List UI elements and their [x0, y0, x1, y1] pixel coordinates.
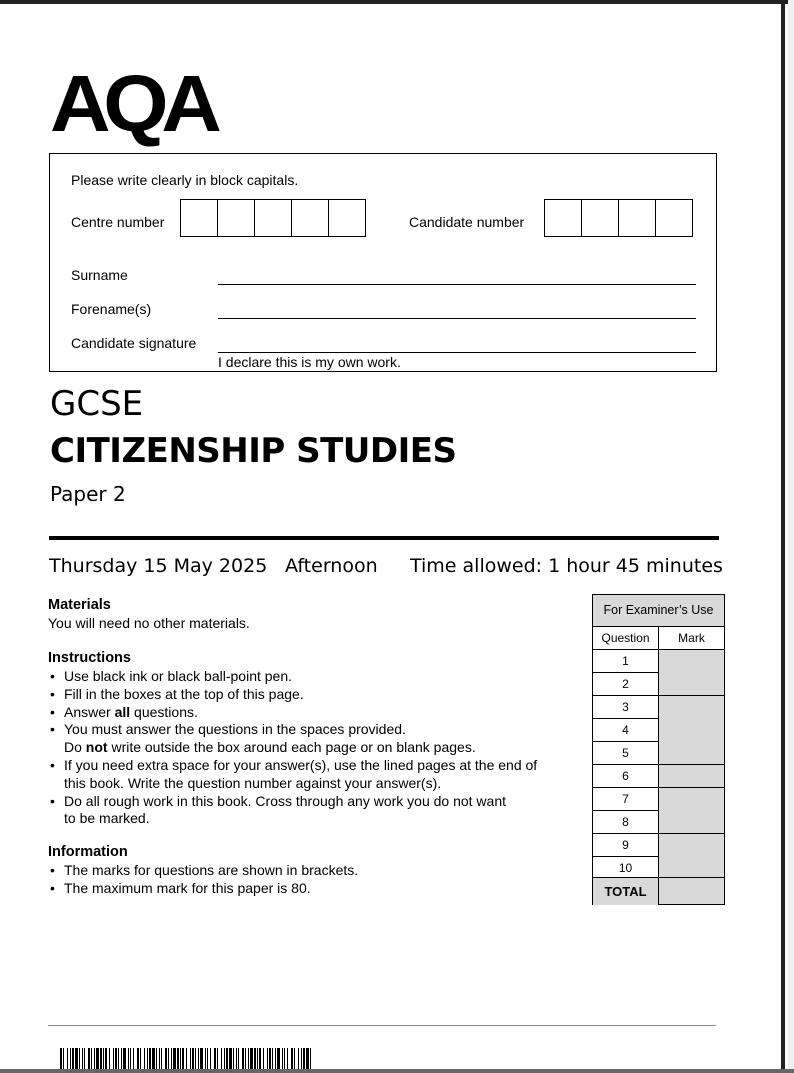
mark-cell[interactable] — [659, 764, 724, 765]
barcode-bar — [168, 1048, 169, 1069]
candidate-digit-box[interactable] — [655, 199, 693, 237]
barcode-bar — [301, 1048, 302, 1069]
mark-cell[interactable] — [659, 695, 724, 696]
footer-rule — [48, 1025, 716, 1026]
barcode-bar — [287, 1048, 288, 1069]
centre-number-boxes[interactable] — [181, 199, 366, 237]
barcode-bar — [60, 1048, 62, 1069]
question-cell: 1 — [593, 649, 659, 672]
centre-digit-box[interactable] — [180, 199, 218, 237]
subject-title: CITIZENSHIP STUDIES — [50, 431, 457, 471]
barcode-bar — [257, 1048, 258, 1069]
candidate-digit-box[interactable] — [581, 199, 619, 237]
list-item: • Answer all questions. — [48, 704, 537, 722]
list-item: • Fill in the boxes at the top of this page. — [48, 686, 537, 704]
barcode-bar — [221, 1048, 222, 1069]
page-bottom-border — [0, 1069, 794, 1073]
barcode-bar — [156, 1048, 157, 1069]
barcode-bar — [100, 1048, 102, 1069]
mark-cell[interactable] — [659, 833, 724, 834]
barcode-bar — [236, 1048, 237, 1069]
barcode-bar — [72, 1048, 74, 1069]
barcode-bar — [70, 1048, 71, 1069]
barcode-bar — [224, 1048, 225, 1069]
barcode-bar — [113, 1048, 114, 1069]
barcode-bar — [79, 1048, 80, 1069]
mark-cell[interactable] — [659, 649, 724, 650]
barcode-bar — [310, 1048, 311, 1069]
barcode-bar — [242, 1048, 244, 1069]
barcode-bar — [159, 1048, 160, 1069]
title-rule — [49, 536, 719, 540]
instructions-list — [48, 668, 537, 828]
barcode-bar — [282, 1048, 283, 1069]
barcode-bar — [298, 1048, 299, 1069]
barcode-bar — [75, 1048, 78, 1069]
mark-column-header: Mark — [659, 627, 724, 649]
signature-line[interactable] — [218, 352, 696, 353]
barcode-bar — [200, 1048, 203, 1069]
barcode-bar — [123, 1048, 126, 1069]
list-item: • If you need extra space for your answer(s), use the lined pages at the end of this book. Write the question number against your answer(s). — [48, 757, 537, 793]
barcode-bar — [254, 1048, 256, 1069]
information-list — [48, 862, 358, 898]
barcode-bar — [294, 1048, 295, 1069]
forename-label: Forename(s) — [71, 301, 152, 317]
barcode-bar — [91, 1048, 92, 1069]
barcode-bar — [263, 1048, 264, 1069]
barcode-bar — [63, 1048, 64, 1069]
block-capitals-instruction: Please write clearly in block capitals. — [71, 172, 299, 188]
barcode-bar — [130, 1048, 131, 1069]
barcode-bar — [105, 1048, 107, 1069]
question-cell: 8 — [593, 810, 659, 833]
barcode-bar — [272, 1048, 273, 1069]
barcode-bar — [214, 1048, 216, 1069]
barcode-bar — [259, 1048, 261, 1069]
barcode-bar — [267, 1048, 268, 1069]
centre-digit-box[interactable] — [217, 199, 255, 237]
question-cell: 2 — [593, 672, 659, 695]
examiners-use-table — [592, 594, 725, 905]
question-cell: 10 — [593, 856, 659, 879]
exam-session: Afternoon — [285, 555, 378, 577]
barcode-bar — [245, 1048, 246, 1069]
barcode-bar — [303, 1048, 305, 1069]
barcode-bar — [147, 1048, 148, 1069]
declaration-text: I declare this is my own work. — [218, 354, 401, 370]
barcode-bar — [207, 1048, 208, 1069]
question-column-header: Question — [593, 627, 659, 649]
barcode-bar — [115, 1048, 117, 1069]
barcode-bar — [198, 1048, 199, 1069]
materials-text: You will need no other materials. — [48, 615, 250, 631]
question-cell: 3 — [593, 695, 659, 718]
question-cell: 6 — [593, 764, 659, 787]
barcode-bar — [171, 1048, 172, 1069]
forename-line[interactable] — [218, 318, 696, 319]
question-cell: 7 — [593, 787, 659, 810]
barcode-bar — [103, 1048, 104, 1069]
centre-number-label: Centre number — [71, 214, 165, 230]
information-heading: Information — [48, 844, 128, 860]
centre-digit-box[interactable] — [328, 199, 366, 237]
barcode-bar — [96, 1048, 99, 1069]
barcode-bar — [109, 1048, 110, 1069]
barcode-bar — [84, 1048, 85, 1069]
candidate-digit-box[interactable] — [544, 199, 582, 237]
barcode-bar — [173, 1048, 176, 1069]
centre-digit-box[interactable] — [291, 199, 329, 237]
list-item: • You must answer the questions in the spaces provided. Do not write outside the box around each page or on blank pages. — [48, 721, 537, 757]
barcode-bar — [190, 1048, 191, 1069]
question-cell: 9 — [593, 833, 659, 856]
list-item: • The maximum mark for this paper is 80. — [48, 880, 358, 898]
qualification-title: GCSE — [50, 384, 144, 424]
question-cell: 5 — [593, 741, 659, 764]
page-top-border — [0, 0, 794, 4]
candidate-digit-box[interactable] — [618, 199, 656, 237]
barcode-bar — [284, 1048, 285, 1069]
aqa-logo: AQA — [50, 59, 215, 148]
instructions-heading: Instructions — [48, 650, 131, 666]
barcode-bar — [121, 1048, 122, 1069]
exam-date: Thursday 15 May 2025 — [49, 555, 268, 577]
barcode-bar — [269, 1048, 271, 1069]
barcode-bar — [182, 1048, 184, 1069]
barcode-bar — [177, 1048, 179, 1069]
barcode-bar — [140, 1048, 141, 1069]
list-item: • Do all rough work in this book. Cross through any work you do not want to be marked. — [48, 793, 537, 829]
barcode-bar — [137, 1048, 139, 1069]
barcode-bar — [152, 1048, 155, 1069]
barcode-bar — [180, 1048, 181, 1069]
barcode-bar — [161, 1048, 162, 1069]
barcode-bar — [67, 1048, 68, 1069]
barcode-bar — [128, 1048, 129, 1069]
barcode-bar — [233, 1048, 234, 1069]
candidate-details-box — [49, 153, 717, 372]
barcode-bar — [144, 1048, 145, 1069]
list-item: • The marks for questions are shown in brackets. — [48, 862, 358, 880]
barcode-bar — [248, 1048, 249, 1069]
barcode-bar — [82, 1048, 83, 1069]
barcode-bar — [229, 1048, 232, 1069]
barcode-bar — [306, 1048, 309, 1069]
scroll-gutter — [788, 0, 794, 1073]
barcode-bar — [94, 1048, 95, 1069]
barcode-bar — [275, 1048, 276, 1069]
barcode-bar — [195, 1048, 196, 1069]
signature-label: Candidate signature — [71, 335, 197, 351]
barcode-bar — [210, 1048, 211, 1069]
barcode-bar — [291, 1048, 293, 1069]
question-cell: 4 — [593, 718, 659, 741]
barcode — [60, 1048, 312, 1069]
barcode-bar — [205, 1048, 206, 1069]
paper-number: Paper 2 — [50, 482, 126, 506]
barcode-bar — [192, 1048, 194, 1069]
barcode-bar — [88, 1048, 90, 1069]
time-allowed: Time allowed: 1 hour 45 minutes — [410, 555, 723, 577]
mark-cell[interactable] — [659, 877, 724, 878]
barcode-bar — [133, 1048, 134, 1069]
barcode-bar — [186, 1048, 187, 1069]
surname-label: Surname — [71, 267, 128, 283]
candidate-number-label: Candidate number — [409, 214, 525, 230]
barcode-bar — [165, 1048, 167, 1069]
barcode-bar — [118, 1048, 119, 1069]
surname-line[interactable] — [218, 284, 696, 285]
barcode-bar — [238, 1048, 239, 1069]
examiners-use-header: For Examiner’s Use — [593, 595, 724, 627]
materials-heading: Materials — [48, 597, 111, 613]
barcode-bar — [277, 1048, 280, 1069]
mark-cell[interactable] — [659, 787, 724, 788]
barcode-bar — [217, 1048, 218, 1069]
page-right-border — [781, 0, 785, 1073]
barcode-bar — [250, 1048, 253, 1069]
list-item: • Use black ink or black ball-point pen. — [48, 668, 537, 686]
candidate-number-boxes[interactable] — [545, 199, 693, 237]
barcode-bar — [149, 1048, 151, 1069]
total-cell: TOTAL — [593, 877, 659, 905]
centre-digit-box[interactable] — [254, 199, 292, 237]
barcode-bar — [226, 1048, 228, 1069]
